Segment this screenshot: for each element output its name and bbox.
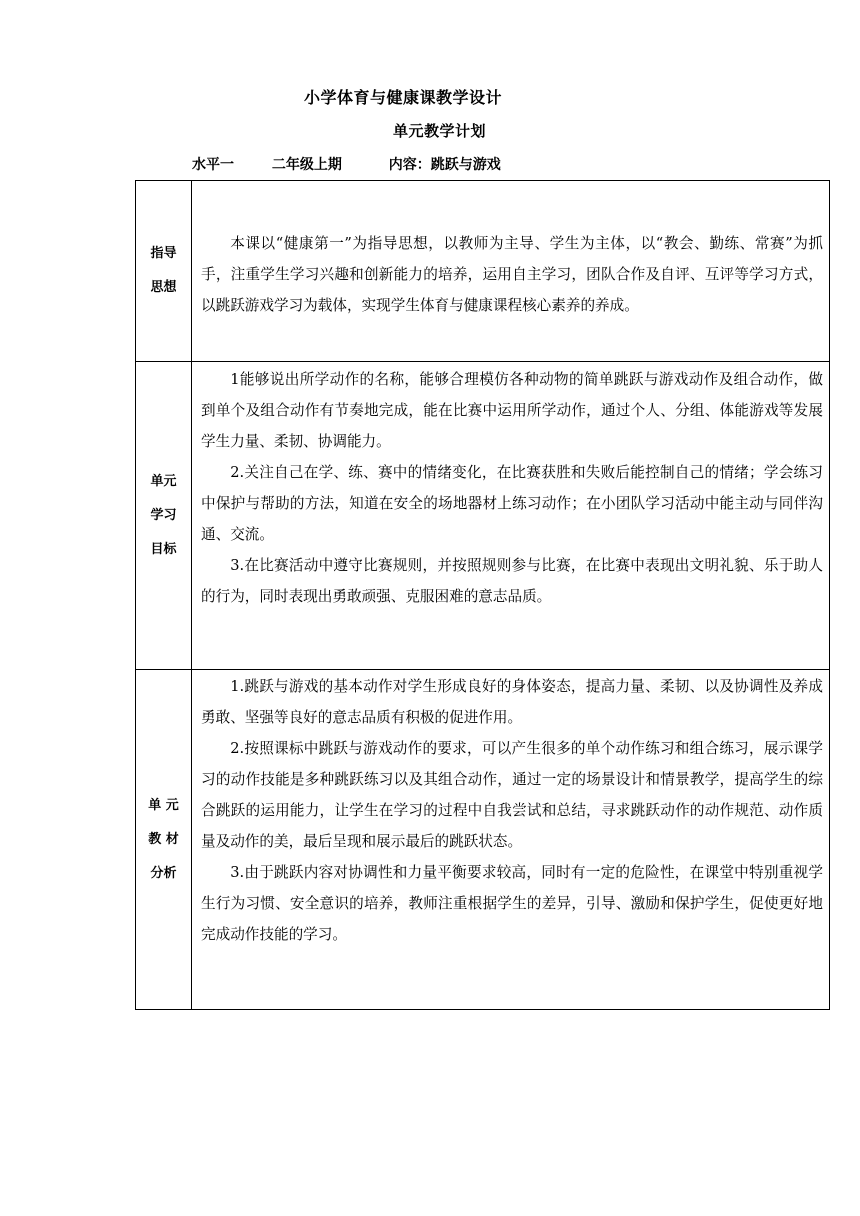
analysis-label-line-1: 单 元 — [148, 797, 179, 813]
guide-label-line-1: 指导 — [150, 246, 177, 261]
guide-paragraph-1: 本课以“健康第一”为指导思想，以教师为主导、学生为主体，以“教会、勤练、常赛”为抓手，注重学生学习兴趣和创新能力的培养，运用自主学习，团队合作及自评、互评等学习方式，以跳跃游戏学习为载体，实现学生体育与健康课程核心素养的养成。 — [201, 234, 823, 314]
analysis-paragraph-3: 3.由于跳跃内容对协调性和力量平衡要求较高，同时有一定的危险性，在课堂中特别重视学生行为习惯、安全意识的培养，教师注重根据学生的差异，引导、激励和保护学生，促使更好地完成动作技能的学习。 — [201, 864, 823, 943]
guide-label-cell — [136, 181, 192, 362]
table-row-guide — [136, 181, 830, 362]
analysis-label-cell — [136, 670, 192, 1010]
analysis-paragraph-2: 2.按照课标中跳跃与游戏动作的要求，可以产生很多的单个动作练习和组合练习，展示课学习的动作技能是多种跳跃练习以及其组合动作，通过一定的场景设计和情景教学，提高学生的综合跳跃的运用能力，让学生在学习的过程中自我尝试和总结，寻求跳跃动作的动作规范、动作质量及动作的美，最后呈现和展示最后的跳跃状态。 — [201, 740, 823, 850]
meta-content: 内容：跳跃与游戏 — [388, 157, 501, 173]
goals-paragraph-1: 1能够说出所学动作的名称，能够合理模仿各种动物的简单跳跃与游戏动作及组合动作，做到单个及组合动作有节奏地完成，能在比赛中运用所学动作，通过个人、分组、体能游戏等发展学生力量、柔韧、协调能力。 — [201, 371, 823, 450]
analysis-label-line-2: 教 材 — [148, 831, 179, 847]
document-subtitle: 单元教学计划 — [393, 122, 487, 140]
goals-label-line-1: 单元 — [150, 473, 177, 489]
meta-level: 水平一 — [192, 157, 234, 173]
goals-label-cell — [136, 362, 192, 670]
goals-label-line-2: 学习 — [150, 507, 177, 523]
goals-paragraph-3: 3.在比赛活动中遵守比赛规则，并按照规则参与比赛，在比赛中表现出文明礼貌、乐于助人的行为，同时表现出勇敢顽强、克服困难的意志品质。 — [201, 557, 823, 605]
meta-line — [192, 154, 501, 174]
unit-plan-table — [135, 180, 830, 1010]
analysis-paragraph-1: 1.跳跃与游戏的基本动作对学生形成良好的身体姿态，提高力量、柔韧、以及协调性及养成勇敢、坚强等良好的意志品质有积极的促进作用。 — [201, 678, 823, 726]
meta-grade: 二年级上期 — [271, 157, 342, 173]
goals-paragraph-2: 2.关注自己在学、练、赛中的情绪变化，在比赛获胜和失败后能控制自己的情绪；学会练习中保护与帮助的方法，知道在安全的场地器材上练习动作；在小团队学习活动中能主动与同伴沟通、交流。 — [201, 464, 823, 543]
guide-content-cell — [192, 181, 830, 362]
goals-content-cell — [192, 362, 830, 670]
guide-label-line-2: 思想 — [150, 280, 177, 295]
analysis-label-line-3: 分析 — [150, 865, 177, 881]
document-title: 小学体育与健康课教学设计 — [304, 88, 503, 107]
goals-label-line-3: 目标 — [150, 541, 177, 557]
table-row-goals — [136, 362, 830, 670]
analysis-content-cell — [192, 670, 830, 1010]
table-row-analysis — [136, 670, 830, 1010]
